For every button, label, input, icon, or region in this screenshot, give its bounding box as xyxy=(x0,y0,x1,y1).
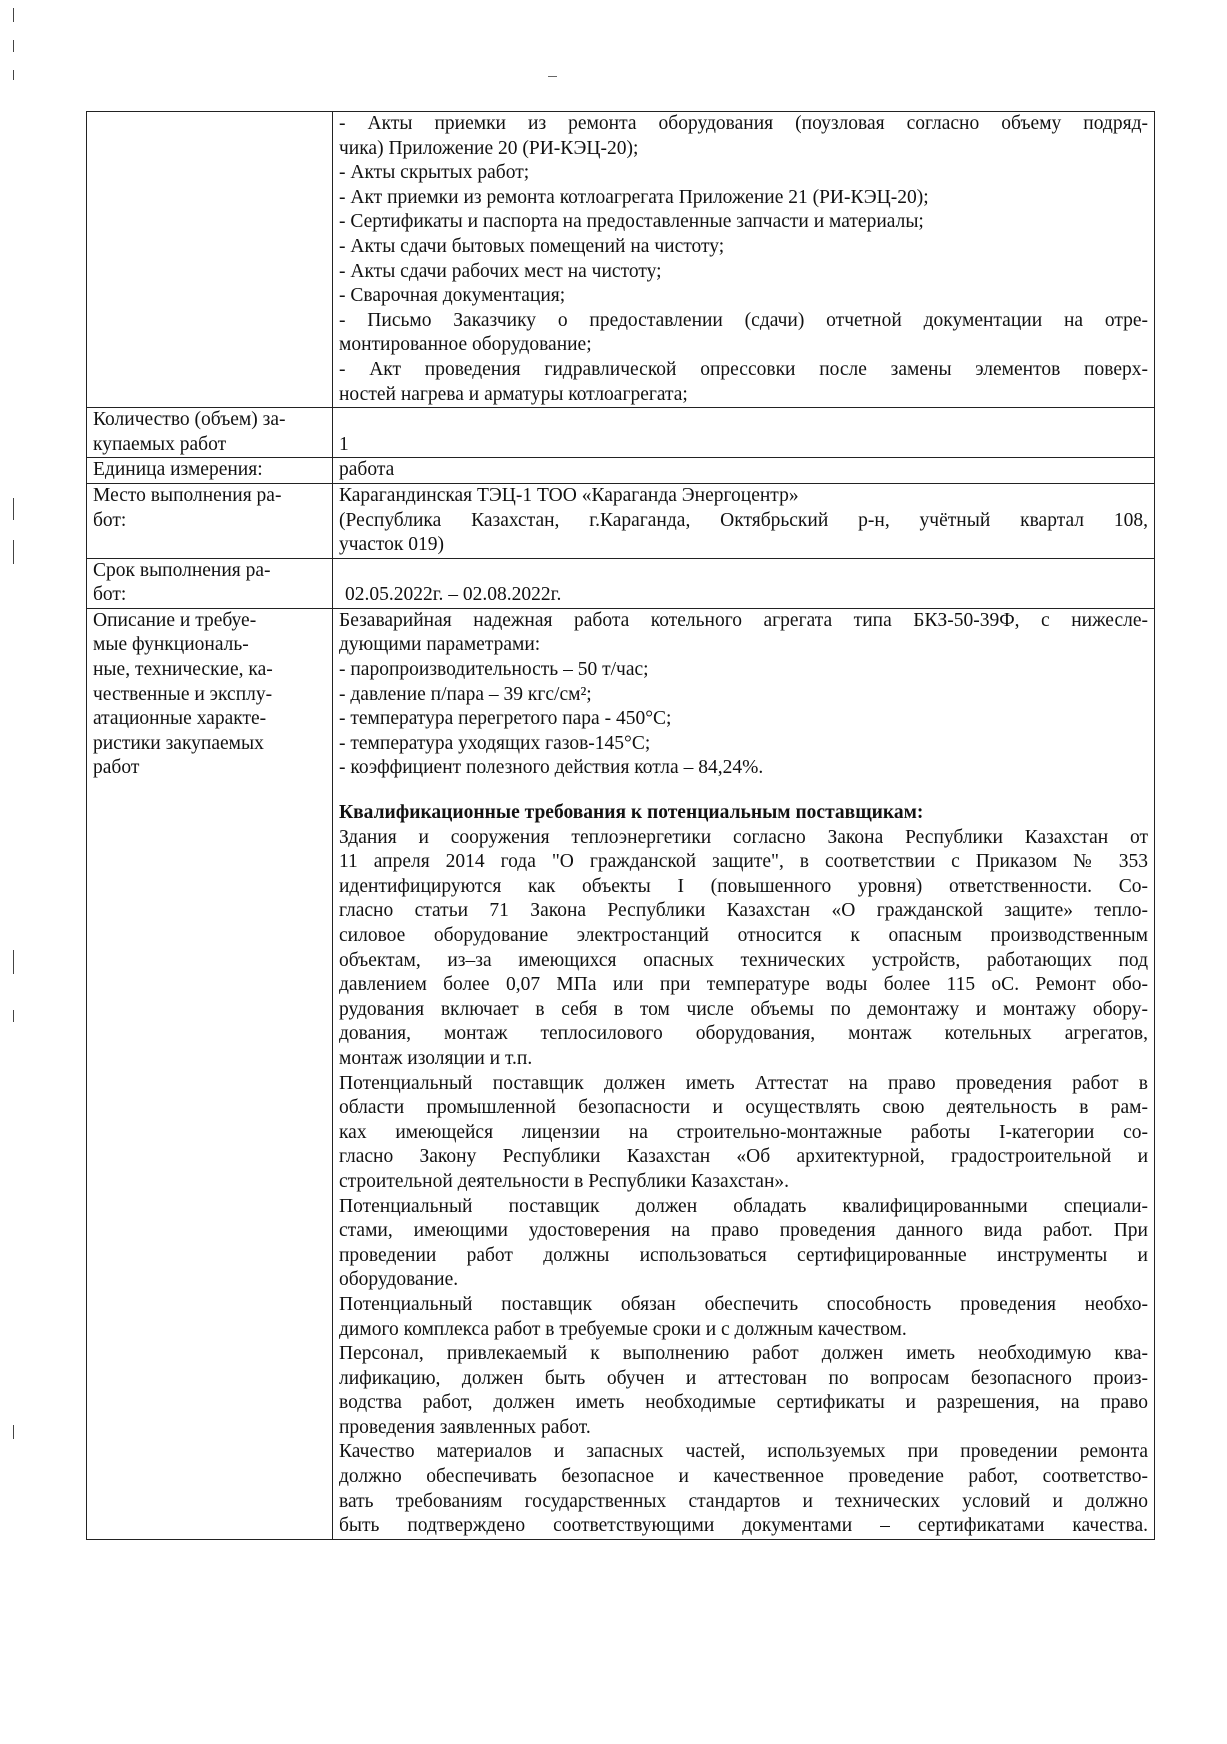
quantity-label-line: Количество (объем) за- xyxy=(93,409,286,431)
documents-label-cell xyxy=(87,112,333,408)
qual-line: Здания и сооружения теплоэнергетики согласно Закона Республики Казахстан от xyxy=(339,826,1148,848)
qual-line: давлением более 0,07 МПа или при температуре воды более 115 оС. Ремонт обо- xyxy=(339,974,1148,996)
description-label-line: ные, технические, ка- xyxy=(93,659,273,681)
scan-margin-mark xyxy=(13,498,14,520)
doc-line: - Акты приемки из ремонта оборудования (поузловая согласно объему подряд- xyxy=(339,113,1148,134)
description-label-line: мые функциональ- xyxy=(93,634,249,656)
scan-dash-mark xyxy=(548,76,557,77)
quantity-label-line: купаемых работ xyxy=(93,433,227,455)
description-label-line: ристики закупаемых xyxy=(93,732,264,754)
description-label-line: Описание и требуе- xyxy=(93,609,257,631)
qual-line: Потенциальный поставщик обязан обеспечить способность проведения необхо- xyxy=(339,1293,1148,1315)
qual-line: Потенциальный поставщик должен иметь Аттестат на право проведения работ в xyxy=(339,1072,1148,1094)
unit-label: Единица измерения: xyxy=(87,458,333,484)
doc-line: - Акты скрытых работ; xyxy=(339,162,530,184)
doc-line: - Сертификаты и паспорта на предоставленные запчасти и материалы; xyxy=(339,211,924,233)
description-label-line: работ xyxy=(93,757,140,779)
place-row xyxy=(87,483,1155,558)
description-label-line: атационные характе- xyxy=(93,708,267,730)
qual-line: области промышленной безопасности и осуществлять свою деятельность в рам- xyxy=(339,1097,1148,1119)
qual-line: лификацию, должен быть обучен и аттестован по вопросам безопасного произ- xyxy=(339,1367,1148,1389)
scan-margin-mark xyxy=(13,1010,14,1022)
spacer xyxy=(339,781,1148,801)
params-line: - паропроизводительность – 50 т/час; xyxy=(339,659,649,681)
specification-table xyxy=(86,111,1155,1540)
place-label xyxy=(87,483,333,558)
scan-margin-mark xyxy=(13,8,14,22)
doc-line: - Письмо Заказчику о предоставлении (сдачи) отчетной документации на отре- xyxy=(339,309,1148,331)
quantity-label xyxy=(87,408,333,458)
place-label-line: Место выполнения ра- xyxy=(93,484,282,506)
scan-margin-mark xyxy=(13,540,14,564)
qual-line: Потенциальный поставщик должен обладать квалифицированными специали- xyxy=(339,1195,1148,1217)
doc-line: ностей нагрева и арматуры котлоагрегата; xyxy=(339,383,688,405)
qual-line: Качество материалов и запасных частей, используемых при проведении ремонта xyxy=(339,1441,1148,1463)
qual-line: должно обеспечивать безопасное и качественное проведение работ, соответство- xyxy=(339,1466,1148,1488)
qual-line: быть подтверждено соответствующими документами – сертификатами качества. xyxy=(339,1515,1148,1537)
qual-line: стами, имеющими удостоверения на право проведения данного вида работ. При xyxy=(339,1220,1148,1242)
term-label xyxy=(87,558,333,608)
params-line: - давление п/пара – 39 кгс/см²; xyxy=(339,683,592,705)
qual-line: вать требованиям государственных стандартов и технических условий и должно xyxy=(339,1490,1148,1512)
params-line: - температура уходящих газов-145°C; xyxy=(339,732,651,754)
qual-line: идентифицируются как объекты I (повышенного уровня) ответственности. Со- xyxy=(339,875,1148,897)
description-label-line: чественные и эксплу- xyxy=(93,683,273,705)
qual-line: дования, монтаж теплосилового оборудования, монтаж котельных агрегатов, xyxy=(339,1023,1148,1045)
qual-line: Персонал, привлекаемый к выполнению работ должен иметь необходимую ква- xyxy=(339,1343,1148,1365)
params-line: Безаварийная надежная работа котельного агрегата типа БКЗ-50-39Ф, с нижесле- xyxy=(339,609,1148,631)
doc-line: - Акт проведения гидравлической опрессовки после замены элементов поверх- xyxy=(339,358,1148,380)
params-line: - температура перегретого пара - 450°C; xyxy=(339,708,672,730)
term-label-line: бот: xyxy=(93,584,127,606)
qual-line: монтаж изоляции и т.п. xyxy=(339,1047,533,1069)
place-value xyxy=(333,483,1155,558)
qual-line: строительной деятельности в Республики Казахстан». xyxy=(339,1170,790,1192)
place-label-line: бот: xyxy=(93,509,127,531)
qual-line: ках имеющейся лицензии на строительно-монтажные работы I-категории со- xyxy=(339,1121,1148,1143)
description-label xyxy=(87,608,333,1539)
scan-margin-mark xyxy=(13,1425,14,1439)
qual-line: водства работ, должен иметь необходимые сертификаты и разрешения, на право xyxy=(339,1392,1148,1414)
scan-margin-mark xyxy=(13,40,14,52)
description-row xyxy=(87,608,1155,1539)
doc-line: монтированное оборудование; xyxy=(339,334,592,356)
qualification-heading: Квалификационные требования к потенциальным поставщикам: xyxy=(339,802,924,824)
scan-margin-mark xyxy=(13,70,14,80)
term-value xyxy=(333,558,1155,608)
params-line: - коэффициент полезного действия котла – 84,24%. xyxy=(339,757,764,779)
term-label-line: Срок выполнения ра- xyxy=(93,559,271,581)
qual-line: гласно Закону Республики Казахстан «Об архитектурной, градостроительной и xyxy=(339,1146,1148,1168)
doc-line: - Акты сдачи бытовых помещений на чистоту; xyxy=(339,235,725,257)
qual-line: оборудование. xyxy=(339,1269,459,1291)
doc-line: чика) Приложение 20 (РИ-КЭЦ-20); xyxy=(339,137,639,159)
documents-cell xyxy=(333,112,1155,408)
place-value-line: Карагандинская ТЭЦ-1 ТОО «Караганда Энергоцентр» xyxy=(339,484,799,506)
qual-line: 11 апреля 2014 года "О гражданской защите", в соответствии с Приказом № 353 xyxy=(339,851,1148,873)
doc-line: - Акты сдачи рабочих мест на чистоту; xyxy=(339,260,662,282)
place-value-line: (Республика Казахстан, г.Караганда, Октябрьский р-н, учётный квартал 108, xyxy=(339,509,1148,531)
qual-line: объектам, из–за имеющихся опасных технических устройств, работающих под xyxy=(339,949,1148,971)
params-line: дующими параметрами: xyxy=(339,634,541,656)
qual-line: проведении работ должны использоваться сертифицированные инструменты и xyxy=(339,1244,1148,1266)
qual-line: силовое оборудование электростанций относится к опасным производственным xyxy=(339,925,1148,946)
unit-value: работа xyxy=(333,458,1155,484)
term-row xyxy=(87,558,1155,608)
description-value xyxy=(333,608,1155,1539)
scan-margin-mark xyxy=(13,950,14,974)
unit-row xyxy=(87,458,1155,484)
qual-line: проведения заявленных работ. xyxy=(339,1416,591,1438)
doc-line: - Сварочная документация; xyxy=(339,285,566,307)
documents-row xyxy=(87,112,1155,408)
quantity-row xyxy=(87,408,1155,458)
doc-line: - Акт приемки из ремонта котлоагрегата Приложение 21 (РИ-КЭЦ-20); xyxy=(339,186,929,208)
place-value-line: участок 019) xyxy=(339,534,444,556)
quantity-value: 1 xyxy=(333,408,1155,458)
qual-line: рудования включает в себя в том числе объемы по демонтажу и монтажу обору- xyxy=(339,998,1148,1020)
term-value-text: 02.05.2022г. – 02.08.2022г. xyxy=(345,584,562,606)
qual-line: димого комплекса работ в требуемые сроки и с должным качеством. xyxy=(339,1318,907,1340)
qual-line: гласно статьи 71 Закона Республики Казахстан «О гражданской защите» тепло- xyxy=(339,900,1148,922)
